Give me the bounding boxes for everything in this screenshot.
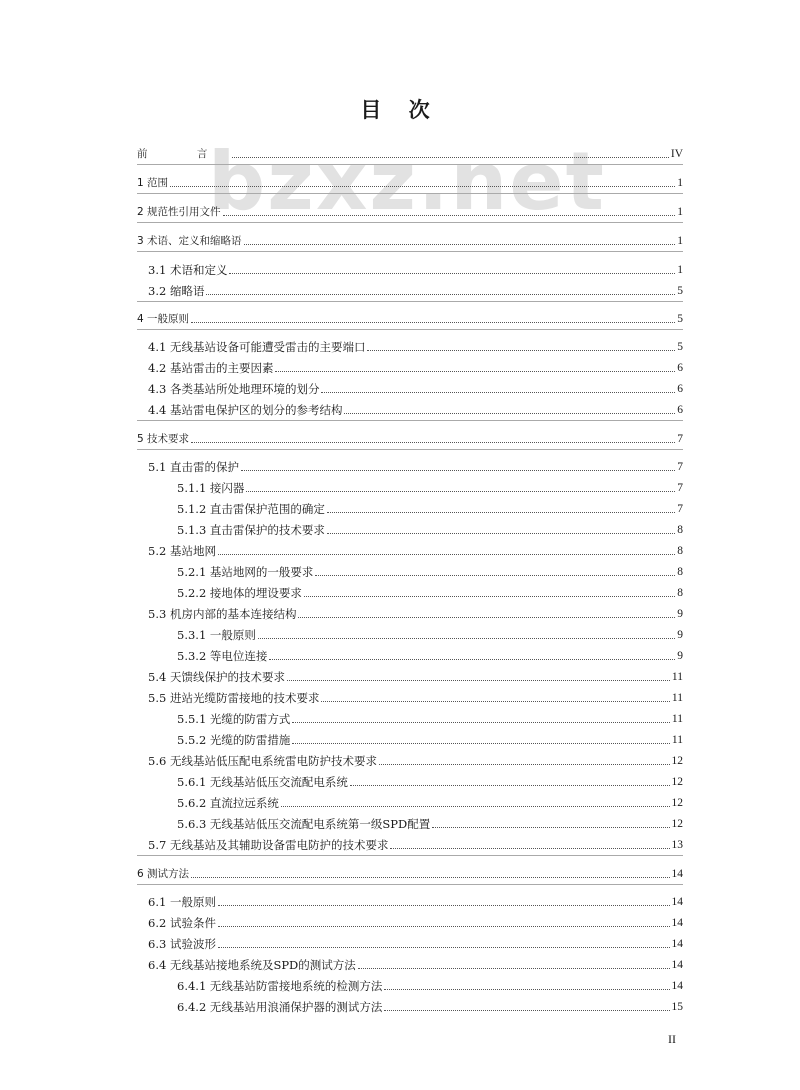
toc-entry-text: 5.2 基站地网 — [148, 544, 216, 558]
toc-entry-section-5-6[interactable] — [148, 748, 683, 768]
dot-leader — [258, 638, 675, 639]
toc-entry-page: 9 — [677, 608, 683, 620]
toc-entry-page: 13 — [671, 839, 683, 851]
toc-entry-page: 11 — [671, 692, 683, 704]
separator-line — [137, 301, 683, 302]
toc-entry-text: 5.3.2 等电位连接 — [177, 649, 268, 663]
toc-entry-page: 1 — [677, 177, 683, 189]
toc-entry-page: 11 — [671, 713, 683, 725]
toc-entry-text: 5.5 进站光缆防雷接地的技术要求 — [148, 691, 320, 705]
toc-entry-text: 6 测试方法 — [137, 868, 190, 880]
watermark: bzxz.net — [208, 135, 606, 228]
page-title: 目 次 — [360, 97, 440, 122]
toc-entry-page: 1 — [677, 206, 683, 218]
toc-entry-text: 5 技术要求 — [137, 433, 190, 445]
toc-entry-page: 6 — [677, 383, 683, 395]
toc-entry-section-1[interactable] — [137, 170, 683, 190]
separator-line — [137, 855, 683, 856]
toc-entry-page: 5 — [677, 313, 683, 325]
dot-leader — [275, 371, 675, 372]
toc-entry-page: 1 — [677, 264, 683, 276]
toc-entry-section-4-2[interactable] — [148, 355, 683, 375]
toc-entry-page: 7 — [677, 433, 683, 445]
toc-entry-page: 14 — [671, 917, 683, 929]
dot-leader — [287, 680, 670, 681]
toc-entry-text: 5.7 无线基站及其辅助设备雷电防护的技术要求 — [148, 838, 389, 852]
toc-entry-text: 3.2 缩略语 — [148, 284, 205, 298]
toc-entry-section-6-3[interactable] — [148, 931, 683, 951]
toc-entry-text: 5.2.1 基站地网的一般要求 — [177, 565, 314, 579]
dot-leader — [384, 1010, 669, 1011]
dot-leader — [304, 596, 675, 597]
toc-entry-text: 5.1.3 直击雷保护的技术要求 — [177, 523, 325, 537]
toc-entry-page: 14 — [671, 959, 683, 971]
separator-line — [137, 329, 683, 330]
toc-entry-section-5-5-2[interactable] — [177, 727, 683, 747]
toc-entry-section-5-1-1[interactable] — [177, 475, 683, 495]
dot-leader — [241, 470, 675, 471]
toc-entry-page: 11 — [671, 671, 683, 683]
dot-leader — [379, 764, 670, 765]
toc-entry-section-5-6-3[interactable] — [177, 811, 683, 831]
toc-entry-section-5-3-1[interactable] — [177, 622, 683, 642]
toc-entry-page: 8 — [677, 524, 683, 536]
dot-leader — [191, 322, 675, 323]
toc-entry-section-5-7[interactable] — [148, 832, 683, 852]
toc-entry-text: 5.1 直击雷的保护 — [148, 460, 239, 474]
toc-entry-section-6[interactable] — [137, 861, 683, 881]
toc-entry-section-6-4-2[interactable] — [177, 994, 683, 1014]
toc-entry-text: 5.3.1 一般原则 — [177, 628, 256, 642]
toc-entry-page: 5 — [677, 285, 683, 297]
separator-line — [137, 222, 683, 223]
toc-entry-section-4-1[interactable] — [148, 334, 683, 354]
toc-entry-text: 3.1 术语和定义 — [148, 263, 228, 277]
dot-leader — [223, 215, 676, 216]
toc-entry-section-6-2[interactable] — [148, 910, 683, 930]
toc-entry-text: 4.4 基站雷电保护区的划分的参考结构 — [148, 403, 343, 417]
toc-entry-text: 5.1.1 接闪器 — [177, 481, 245, 495]
toc-entry-page: 15 — [671, 1001, 683, 1013]
toc-entry-section-5-6-1[interactable] — [177, 769, 683, 789]
toc-entry-text: 6.1 一般原则 — [148, 895, 216, 909]
dot-leader — [321, 392, 675, 393]
toc-entry-section-5-2-2[interactable] — [177, 580, 683, 600]
dot-leader — [244, 244, 676, 245]
separator-line — [137, 251, 683, 252]
toc-entry-text: 5.5.2 光缆的防雷措施 — [177, 733, 291, 747]
dot-leader — [384, 989, 669, 990]
separator-line — [137, 164, 683, 165]
dot-leader — [432, 827, 669, 828]
dot-leader — [269, 659, 675, 660]
toc-entry-section-3[interactable] — [137, 228, 683, 248]
toc-entry-text: 6.3 试验波形 — [148, 937, 216, 951]
toc-entry-page: 8 — [677, 545, 683, 557]
toc-entry-text: 5.6.1 无线基站低压交流配电系统 — [177, 775, 348, 789]
dot-leader — [232, 157, 669, 158]
dot-leader — [292, 743, 670, 744]
dot-leader — [229, 273, 675, 274]
toc-entry-foreword[interactable] — [137, 141, 683, 161]
toc-entry-page: 9 — [677, 629, 683, 641]
dot-leader — [206, 294, 675, 295]
toc-entry-text: 5.4 天馈线保护的技术要求 — [148, 670, 285, 684]
toc-entry-page: 1 — [677, 235, 683, 247]
separator-line — [137, 884, 683, 885]
toc-entry-section-4-3[interactable] — [148, 376, 683, 396]
separator-line — [137, 193, 683, 194]
toc-entry-text: 5.2.2 接地体的埋设要求 — [177, 586, 302, 600]
toc-entry-text: 4.1 无线基站设备可能遭受雷击的主要端口 — [148, 340, 366, 354]
toc-entry-text: 5.3 机房内部的基本连接结构 — [148, 607, 297, 621]
dot-leader — [191, 877, 669, 878]
toc-entry-text: 前 言 — [137, 148, 231, 160]
toc-entry-page: 12 — [671, 776, 683, 788]
toc-entry-text: 5.6.3 无线基站低压交流配电系统第一级SPD配置 — [177, 817, 431, 831]
toc-entry-text: 5.6 无线基站低压配电系统雷电防护技术要求 — [148, 754, 377, 768]
dot-leader — [344, 413, 675, 414]
toc-entry-section-5-4[interactable] — [148, 664, 683, 684]
toc-entry-section-4-4[interactable] — [148, 397, 683, 417]
page-number: II — [668, 1032, 676, 1046]
toc-entry-page: 7 — [677, 503, 683, 515]
toc-entry-text: 5.1.2 直击雷保护范围的确定 — [177, 502, 325, 516]
toc-entry-text: 6.4.1 无线基站防雷接地系统的检测方法 — [177, 979, 383, 993]
toc-entry-page: 5 — [677, 341, 683, 353]
toc-entry-section-5-1[interactable] — [148, 454, 683, 474]
toc-entry-section-5-2-1[interactable] — [177, 559, 683, 579]
toc-entry-section-5-3-2[interactable] — [177, 643, 683, 663]
toc-entry-page: 14 — [671, 980, 683, 992]
separator-line — [137, 420, 683, 421]
dot-leader — [281, 806, 670, 807]
toc-entry-section-5-1-3[interactable] — [177, 517, 683, 537]
toc-entry-page: 14 — [671, 868, 683, 880]
dot-leader — [298, 617, 675, 618]
toc-entry-page: 9 — [677, 650, 683, 662]
toc-entry-section-5[interactable] — [137, 426, 683, 446]
toc-entry-section-5-3[interactable] — [148, 601, 683, 621]
toc-entry-page: 6 — [677, 362, 683, 374]
dot-leader — [327, 512, 675, 513]
separator-line — [137, 449, 683, 450]
toc-entry-page: 14 — [671, 938, 683, 950]
toc-entry-page: 8 — [677, 566, 683, 578]
toc-entry-section-3-1[interactable] — [148, 257, 683, 277]
dot-leader — [315, 575, 675, 576]
dot-leader — [191, 442, 675, 443]
toc-entry-text: 1 范围 — [137, 177, 169, 189]
toc-entry-page: 6 — [677, 404, 683, 416]
toc-entry-section-5-1-2[interactable] — [177, 496, 683, 516]
dot-leader — [292, 722, 670, 723]
dot-leader — [170, 186, 675, 187]
toc-entry-section-5-5-1[interactable] — [177, 706, 683, 726]
toc-entry-page: 8 — [677, 587, 683, 599]
toc-entry-text: 2 规范性引用文件 — [137, 206, 221, 218]
toc-entry-section-5-5[interactable] — [148, 685, 683, 705]
toc-entry-section-5-2[interactable] — [148, 538, 683, 558]
toc-entry-text: 4 一般原则 — [137, 313, 190, 325]
toc-entry-section-3-2[interactable] — [148, 278, 683, 298]
dot-leader — [218, 905, 670, 906]
toc-entry-text: 4.2 基站雷击的主要因素 — [148, 361, 274, 375]
toc-entry-page: 12 — [671, 797, 683, 809]
dot-leader — [218, 947, 670, 948]
toc-entry-section-4[interactable] — [137, 306, 683, 326]
dot-leader — [358, 968, 670, 969]
dot-leader — [350, 785, 670, 786]
dot-leader — [218, 926, 670, 927]
dot-leader — [321, 701, 669, 702]
toc-entry-section-5-6-2[interactable] — [177, 790, 683, 810]
toc-entry-page: 12 — [671, 755, 683, 767]
toc-entry-page: 7 — [677, 482, 683, 494]
toc-entry-section-2[interactable] — [137, 199, 683, 219]
toc-entry-text: 4.3 各类基站所处地理环境的划分 — [148, 382, 320, 396]
toc-entry-page: IV — [670, 148, 683, 160]
toc-entry-section-6-1[interactable] — [148, 889, 683, 909]
toc-entry-page: 14 — [671, 896, 683, 908]
toc-entry-text: 5.6.2 直流拉远系统 — [177, 796, 279, 810]
dot-leader — [218, 554, 675, 555]
toc-entry-page: 11 — [671, 734, 683, 746]
toc-entry-page: 12 — [671, 818, 683, 830]
dot-leader — [367, 350, 675, 351]
toc-entry-text: 5.5.1 光缆的防雷方式 — [177, 712, 291, 726]
toc-entry-section-6-4-1[interactable] — [177, 973, 683, 993]
toc-entry-text: 6.2 试验条件 — [148, 916, 216, 930]
toc-entry-section-6-4[interactable] — [148, 952, 683, 972]
toc-entry-text: 3 术语、定义和缩略语 — [137, 235, 242, 247]
dot-leader — [246, 491, 675, 492]
dot-leader — [390, 848, 669, 849]
dot-leader — [327, 533, 675, 534]
toc-entry-text: 6.4.2 无线基站用浪涌保护器的测试方法 — [177, 1000, 383, 1014]
toc-entry-text: 6.4 无线基站接地系统及SPD的测试方法 — [148, 958, 356, 972]
toc-entry-page: 7 — [677, 461, 683, 473]
